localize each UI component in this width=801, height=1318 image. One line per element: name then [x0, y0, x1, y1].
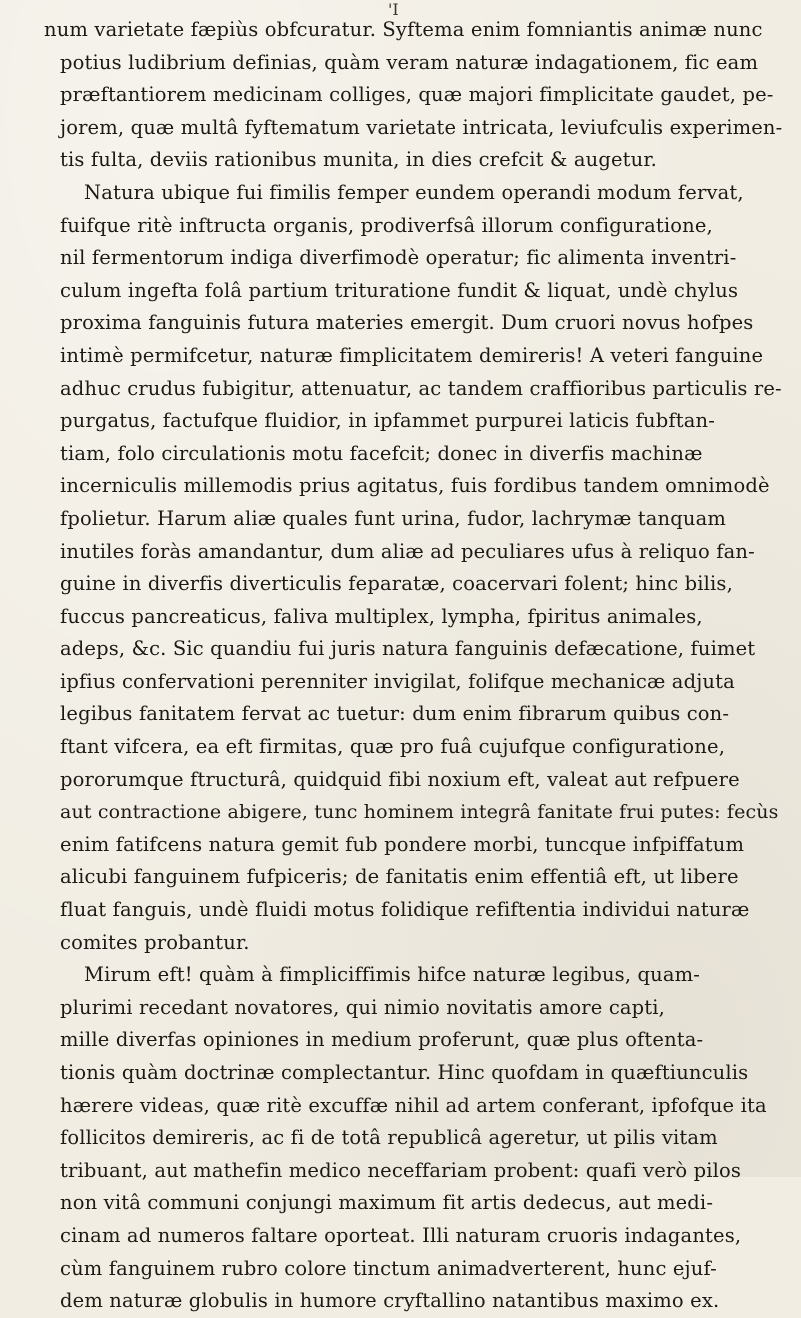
text-line: nil fermentorum indiga diverfimodè operatur; fic alimenta inventri-	[60, 246, 737, 270]
text-line: ipfius confervationi perenniter invigilat, folifque mechanicæ adjuta	[60, 669, 735, 693]
text-line: aut contractione abigere, tunc hominem integrâ fanitate frui putes: fecùs	[60, 801, 779, 824]
text-line: præftantiorem medicinam colliges, quæ majori fimplicitate gaudet, pe-	[60, 83, 774, 107]
text-line: enim fatifcens natura gemit fub pondere morbi, tuncque infpiffatum	[60, 832, 745, 856]
text-line: tionis quàm doctrinæ complectantur. Hinc quofdam in quæftiunculis	[60, 1061, 749, 1084]
text-line: adhuc crudus fubigitur, attenuatur, ac tandem craffioribus particulis re-	[60, 376, 782, 400]
text-line: num varietate fæpiùs obfcuratur. Syftema enim fomniantis animæ nunc	[44, 18, 763, 41]
text-line: legibus fanitatem fervat ac tuetur: dum enim fibrarum quibus con-	[60, 702, 730, 726]
text-line: tis fulta, deviis rationibus munita, in dies crefcit & augetur.	[60, 148, 658, 172]
text-line: plurimi recedant novatores, qui nimio novitatis amore capti,	[60, 995, 666, 1019]
text-line: hærere videas, quæ ritè excuffæ nihil ad artem conferant, ipfofque ita	[60, 1093, 767, 1117]
text-line: pororumque ftructurâ, quidquid fibi noxium eft, valeat aut refpuere	[60, 767, 740, 791]
text-line: tiam, folo circulationis motu facefcit; donec in diverfis machinæ	[60, 441, 703, 465]
text-line: cinam ad numeros faltare oporteat. Illi naturam cruoris indagantes,	[60, 1223, 742, 1247]
text-line: fuccus pancreaticus, faliva multiplex, lympha, fpiritus animales,	[60, 604, 703, 628]
text-line: Natura ubique fui fimilis femper eundem operandi modum fervat,	[84, 180, 744, 204]
text-line: follicitos demireris, ac fi de totâ republicâ ageretur, ut pilis vitam	[60, 1126, 718, 1150]
text-line: guine in diverfis diverticulis feparatæ, coacervari folent; hinc bilis,	[60, 572, 733, 596]
text-line: alicubi fanguinem fufpiceris; de fanitatis enim effentiâ eft, ut libere	[60, 865, 739, 889]
text-line: potius ludibrium definias, quàm veram naturæ indagationem, fic eam	[60, 50, 759, 74]
text-line: fluat fanguis, undè fluidi motus folidique refiftentia individui naturæ	[60, 898, 750, 922]
text-line: purgatus, factufque fluidior, in ipfammet purpurei laticis fubftan-	[60, 409, 715, 433]
text-line: comites probantur.	[60, 930, 250, 954]
text-line: adeps, &c. Sic quandiu fui juris natura fanguinis defæcatione, fuimet	[60, 637, 756, 661]
text-line: culum ingefta folâ partium trituratione fundit & liquat, undè chylus	[60, 278, 739, 302]
text-line: dem naturæ globulis in humore cryftallino natantibus maximo ex.	[60, 1289, 720, 1313]
body-text	[44, 14, 784, 1318]
text-line: Mirum eft! quàm à fimpliciffimis hifce naturæ legibus, quam-	[84, 963, 701, 987]
text-line: cùm fanguinem rubro colore tinctum animadverterent, hunc ejuf-	[60, 1256, 717, 1280]
text-line: fpolietur. Harum aliæ quales funt urina, fudor, lachrymæ tanquam	[60, 506, 727, 530]
signature-mark: 'I	[388, 0, 399, 19]
text-line: inutiles foràs amandantur, dum aliæ ad peculiares ufus à reliquo fan-	[60, 539, 755, 563]
text-line: jorem, quæ multâ fyftematum varietate intricata, leviufculis experimen-	[60, 115, 783, 139]
text-line: fuifque ritè inftructa organis, prodiverfsâ illorum configuratione,	[60, 213, 713, 237]
text-line: tribuant, aut mathefin medico neceffariam probent: quafi verò pilos	[60, 1158, 742, 1182]
text-line: mille diverfas opiniones in medium proferunt, quæ plus oftenta-	[60, 1028, 704, 1052]
text-line: proxima fanguinis futura materies emergit. Dum cruori novus hofpes	[60, 311, 754, 335]
text-line: ftant vifcera, ea eft firmitas, quæ pro fuâ cujufque configuratione,	[60, 735, 726, 759]
text-line: intimè permifcetur, naturæ fimplicitatem demireris! A veteri fanguine	[60, 343, 764, 367]
text-line: incerniculis millemodis prius agitatus, fuis fordibus tandem omnimodè	[60, 474, 770, 498]
text-line: non vitâ communi conjungi maximum fit artis dedecus, aut medi-	[60, 1191, 714, 1215]
